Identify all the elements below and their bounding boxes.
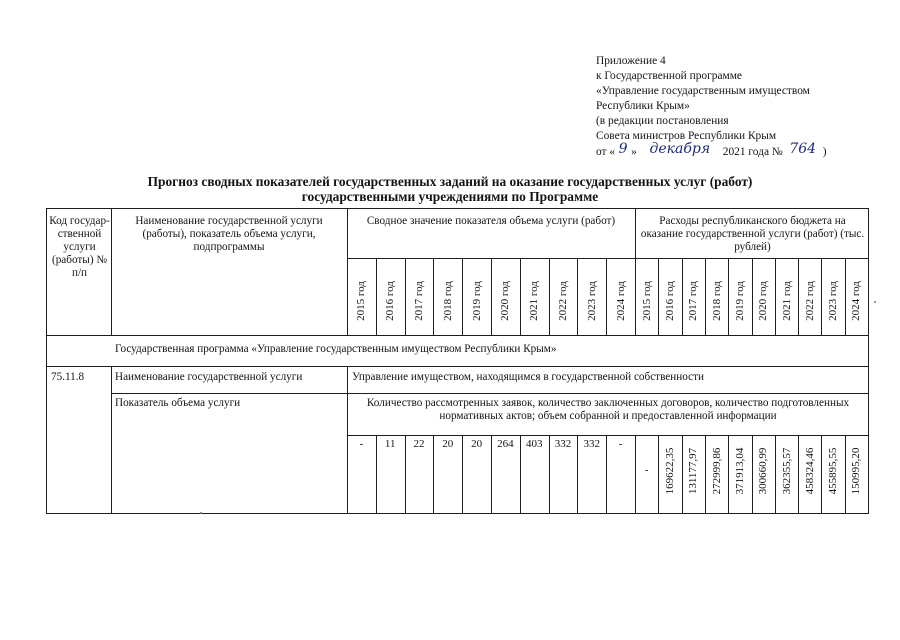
year-column-divider xyxy=(462,258,463,335)
volume-value: 332 xyxy=(583,438,601,450)
indicator-value: Количество рассмотренных заявок, количество заключенных договоров, количество подготовленных нормативных актов; объем собранной и предоставленной информации xyxy=(366,397,850,422)
year-column-divider xyxy=(752,435,753,513)
volume-value: 20 xyxy=(442,438,454,450)
header-volume: Сводное значение показателя объема услуги (работ) xyxy=(366,215,616,227)
column-divider xyxy=(347,209,348,335)
expense-value: 272999,86 xyxy=(710,447,723,495)
program-row-label: Государственная программа «Управление государственным имуществом Республики Крым» xyxy=(115,343,557,355)
header-code: Код государ-ственной услуги (работы) № п/п xyxy=(49,215,110,279)
date-suffix: ) xyxy=(822,146,827,158)
volume-value: 20 xyxy=(471,438,483,450)
appendix-line-1: Приложение 4 xyxy=(596,55,666,67)
service-code: 75.11.8 xyxy=(51,371,85,383)
year-column-divider xyxy=(376,258,377,335)
appendix-date-line xyxy=(596,141,886,160)
year-column-divider xyxy=(520,258,521,335)
expense-value: 150995,20 xyxy=(850,447,863,495)
appendix-note xyxy=(596,54,886,160)
expense-value: 362355,57 xyxy=(780,447,793,495)
date-prefix: от « xyxy=(596,146,616,158)
service-name-label: Наименование государственной услуги xyxy=(115,371,303,383)
column-divider xyxy=(111,209,112,335)
year-column-divider xyxy=(775,435,776,513)
header-name: Наименование государственной услуги (работы), показатель объема услуги, подпрограммы xyxy=(135,215,323,253)
indicator-label: Показатель объема услуги xyxy=(115,397,241,409)
expense-year-label: 2019 год xyxy=(733,281,746,321)
year-column-divider xyxy=(682,258,683,335)
appendix-line-3: «Управление государственным имуществом xyxy=(596,85,810,97)
year-column-divider xyxy=(549,258,550,335)
scan-speck xyxy=(874,301,876,303)
volume-value: 332 xyxy=(554,438,572,450)
appendix-line-6: Совета министров Республики Крым xyxy=(596,130,777,142)
volume-value: 11 xyxy=(384,438,396,450)
year-column-divider xyxy=(821,258,822,335)
year-column-divider xyxy=(752,258,753,335)
handwritten-number: 764 xyxy=(789,141,817,157)
expense-year-label: 2018 год xyxy=(710,281,723,321)
expense-year-label: 2023 год xyxy=(827,281,839,321)
appendix-line-4: Республики Крым» xyxy=(596,100,690,112)
year-column-divider xyxy=(658,435,659,513)
column-divider xyxy=(635,209,636,335)
expense-value: 455895,55 xyxy=(827,447,839,495)
year-column-divider xyxy=(705,435,706,513)
volume-value: - xyxy=(618,438,623,450)
scan-speck xyxy=(200,512,202,514)
year-column-divider xyxy=(728,435,729,513)
expense-year-label: 2024 год xyxy=(850,281,863,321)
handwritten-day: 9 xyxy=(618,141,628,157)
header-divider xyxy=(347,258,868,259)
title-line-1: Прогноз сводных показателей государственных заданий на оказание государственных услуг (работ) xyxy=(147,174,753,189)
year-column-divider xyxy=(433,258,434,335)
volume-year-label: 2024 год xyxy=(614,281,627,321)
expense-value: 300660,99 xyxy=(757,447,770,495)
volume-year-label: 2015 год xyxy=(355,281,368,321)
expense-year-label: 2016 год xyxy=(664,281,676,321)
expense-value: 458324,46 xyxy=(803,447,816,495)
row-divider xyxy=(47,335,868,336)
expense-year-label: 2020 год xyxy=(757,281,770,321)
row-divider xyxy=(111,393,868,394)
year-column-divider xyxy=(405,258,406,335)
expense-year-label: 2021 год xyxy=(780,281,793,321)
row-divider xyxy=(347,435,868,436)
volume-value: 22 xyxy=(413,438,425,450)
expense-value: 371913,04 xyxy=(733,447,746,495)
year-column-divider xyxy=(606,258,607,335)
volume-year-label: 2017 год xyxy=(413,281,425,321)
volume-year-label: 2016 год xyxy=(384,281,397,321)
volume-value: - xyxy=(359,438,364,450)
expense-value: - xyxy=(644,464,649,476)
year-column-divider xyxy=(705,258,706,335)
forecast-table xyxy=(46,208,869,514)
volume-value: 264 xyxy=(497,438,514,450)
document-title xyxy=(60,174,840,204)
volume-year-label: 2019 год xyxy=(470,281,483,321)
year-column-divider xyxy=(775,258,776,335)
year-column-divider xyxy=(491,258,492,335)
column-divider xyxy=(111,366,112,513)
year-column-divider xyxy=(845,435,846,513)
date-year: 2021 года № xyxy=(722,146,783,158)
year-column-divider xyxy=(658,258,659,335)
expense-value: 131177,97 xyxy=(687,447,700,495)
title-line-2: государственными учреждениями по Программе xyxy=(301,189,599,204)
year-column-divider xyxy=(845,258,846,335)
expense-year-label: 2017 год xyxy=(687,281,700,321)
year-column-divider xyxy=(821,435,822,513)
appendix-line-5: (в редакции постановления xyxy=(596,115,729,127)
expense-year-label: 2022 год xyxy=(803,281,816,321)
service-name-value: Управление имуществом, находящимся в государственной собственности xyxy=(352,371,704,383)
expense-year-label: 2015 год xyxy=(640,281,653,321)
handwritten-month: декабря xyxy=(649,141,711,157)
volume-value: 403 xyxy=(525,438,543,450)
year-column-divider xyxy=(728,258,729,335)
header-expenses: Расходы республиканского бюджета на оказание государственной услуги (работ) (тыс. рублей) xyxy=(640,215,865,253)
volume-year-label: 2023 год xyxy=(585,281,598,321)
appendix-line-2: к Государственной программе xyxy=(596,70,742,82)
date-separator: » xyxy=(631,146,637,158)
year-column-divider xyxy=(798,258,799,335)
row-divider xyxy=(47,366,868,367)
year-column-divider xyxy=(577,258,578,335)
volume-year-label: 2020 год xyxy=(499,281,512,321)
volume-year-label: 2018 год xyxy=(441,281,454,321)
expense-value: 169622,35 xyxy=(664,447,676,495)
year-column-divider xyxy=(798,435,799,513)
year-column-divider xyxy=(682,435,683,513)
volume-year-label: 2021 год xyxy=(528,281,541,321)
volume-year-label: 2022 год xyxy=(557,281,569,321)
